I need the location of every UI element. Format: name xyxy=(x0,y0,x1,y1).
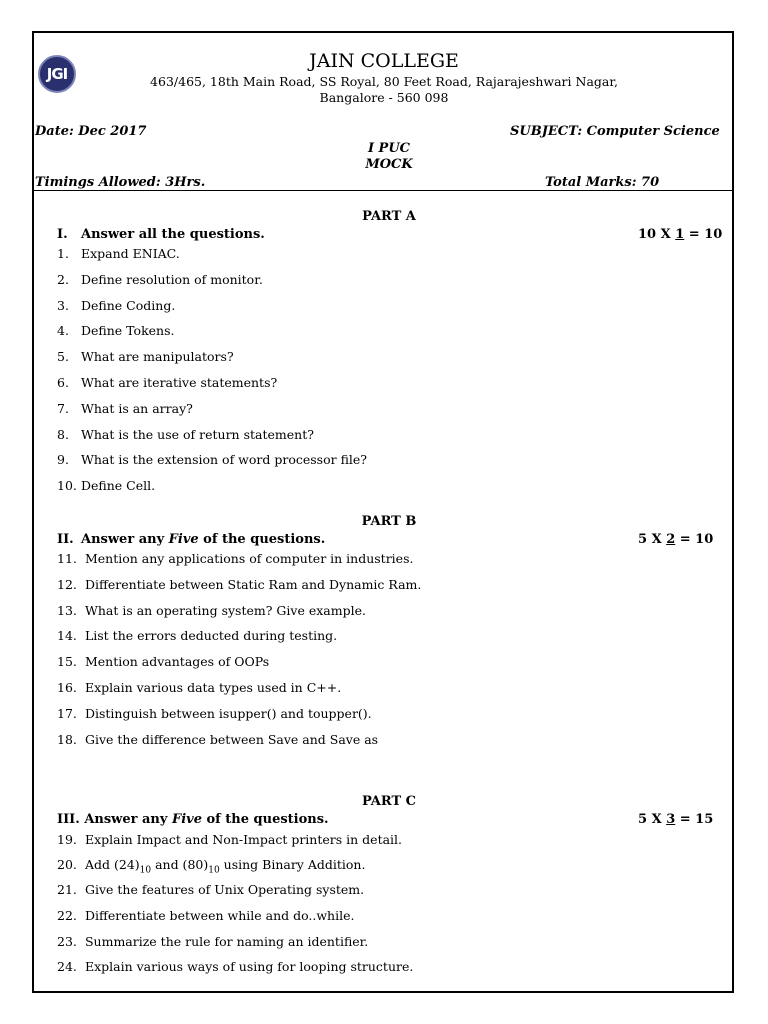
question-number: 6. xyxy=(57,375,69,390)
part-c-title: PART C xyxy=(361,794,417,809)
question-number: 12. xyxy=(57,576,77,592)
question-20: 20. Add $(24)_{10}$ and $(80)_{10}$ using Binary Addition. xyxy=(57,857,366,876)
question-item xyxy=(57,349,234,364)
part-a-marks: 10 X 1 = 10 xyxy=(638,227,723,242)
question-item xyxy=(57,272,263,287)
question-item xyxy=(57,375,277,390)
question-item xyxy=(57,427,314,442)
college-logo: JGI xyxy=(38,55,76,93)
section-number: I. xyxy=(57,227,68,242)
address-line-2: Bangalore - 560 098 xyxy=(319,90,449,105)
question-number: 18. xyxy=(57,731,77,747)
question-text: Define Coding. xyxy=(81,297,176,313)
question-number: 10. xyxy=(57,478,77,494)
address-line-1: 463/465, 18th Main Road, SS Royal, 80 Feet Road, Rajarajeshwari Nagar, xyxy=(150,74,618,89)
exam-date: Date: Dec 2017 xyxy=(35,124,147,139)
question-item xyxy=(57,732,378,747)
question-item xyxy=(57,298,175,313)
question-text: Differentiate between while and do..while. xyxy=(81,907,355,923)
question-number: 21. xyxy=(57,882,77,897)
question-number: 22. xyxy=(57,907,77,923)
question-number: 9. xyxy=(57,452,69,468)
question-text: What are iterative statements? xyxy=(81,375,278,390)
question-number: 13. xyxy=(57,602,77,618)
question-text: What is an array? xyxy=(81,400,193,416)
part-c-instruction: III. Answer any Five of the questions. xyxy=(57,812,329,827)
question-number: 5. xyxy=(57,349,69,365)
question-number: 4. xyxy=(57,323,69,339)
question-number: 7. xyxy=(57,400,69,416)
question-text: What is the extension of word processor file? xyxy=(81,452,367,468)
question-number: 23. xyxy=(57,933,77,949)
question-number: 2. xyxy=(57,271,69,287)
header-divider xyxy=(34,190,732,191)
question-text: What is the use of return statement? xyxy=(81,426,314,442)
question-text: Differentiate between Static Ram and Dynamic Ram. xyxy=(81,576,422,592)
college-name: JAIN COLLEGE xyxy=(309,50,459,72)
part-b-marks: 5 X 2 = 10 xyxy=(638,532,714,547)
question-item xyxy=(57,452,367,467)
question-text: Give the difference between Save and Save as xyxy=(81,731,379,747)
question-item xyxy=(57,603,366,618)
exam-total-marks: Total Marks: 70 xyxy=(545,175,660,190)
question-number: 15. xyxy=(57,654,77,670)
instruction-text: Answer all the questions. xyxy=(81,227,265,242)
question-text: What are manipulators? xyxy=(81,349,234,365)
question-number: 3. xyxy=(57,297,69,313)
question-text: Mention advantages of OOPs xyxy=(81,654,270,670)
question-item xyxy=(57,959,413,974)
question-number: 14. xyxy=(57,628,77,644)
exam-type: MOCK xyxy=(365,157,413,172)
question-item xyxy=(57,577,421,592)
question-text: Explain various ways of using for looping structure. xyxy=(81,959,414,975)
section-number: II. xyxy=(57,532,74,547)
question-text: Give the features of Unix Operating system. xyxy=(81,882,365,897)
part-c-marks: 5 X 3 = 15 xyxy=(638,812,714,827)
question-text: List the errors deducted during testing. xyxy=(81,628,338,644)
exam-subject: SUBJECT: Computer Science xyxy=(510,124,720,139)
question-item xyxy=(57,246,180,261)
question-text: Expand ENIAC. xyxy=(81,246,180,261)
question-text: Mention any applications of computer in industries. xyxy=(81,551,414,566)
question-item xyxy=(57,323,174,338)
part-a-instruction xyxy=(57,227,265,242)
section-number: III. xyxy=(57,812,80,827)
question-number: 24. xyxy=(57,959,77,975)
question-text: Distinguish between isupper() and toupper(). xyxy=(81,705,372,721)
question-text: Define Cell. xyxy=(81,478,156,494)
question-19: 19. Explain Impact and Non-Impact printers in detail. xyxy=(57,832,403,847)
question-item xyxy=(57,706,372,721)
question-item xyxy=(57,478,155,493)
exam-timings: Timings Allowed: 3Hrs. xyxy=(35,175,206,190)
question-text: Define resolution of monitor. xyxy=(81,271,263,287)
question-item xyxy=(57,401,193,416)
question-number: 16. xyxy=(57,680,77,695)
question-item xyxy=(57,908,354,923)
question-item xyxy=(57,934,368,949)
question-text: What is an operating system? Give example. xyxy=(81,602,366,618)
question-item xyxy=(57,551,413,566)
question-number: 17. xyxy=(57,705,77,721)
part-b-title: PART B xyxy=(361,514,417,529)
question-text: Summarize the rule for naming an identifier. xyxy=(81,933,369,949)
question-item xyxy=(57,882,364,897)
question-item xyxy=(57,654,269,669)
question-item xyxy=(57,680,341,695)
exam-class: I PUC xyxy=(367,141,411,156)
question-text: Define Tokens. xyxy=(81,323,175,339)
part-b-instruction: II. Answer any Five of the questions. xyxy=(57,532,326,547)
question-number: 11. xyxy=(57,551,77,566)
part-a-title: PART A xyxy=(362,209,416,224)
question-number: 1. xyxy=(57,246,69,261)
question-number: 8. xyxy=(57,426,69,442)
question-item xyxy=(57,628,337,643)
question-text: Explain various data types used in C++. xyxy=(81,680,342,695)
